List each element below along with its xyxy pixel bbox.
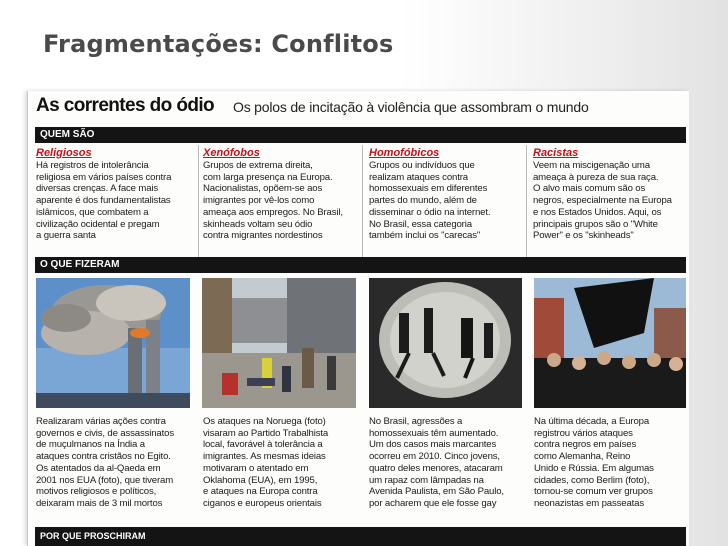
column-divider <box>362 145 363 259</box>
column-homofobicos <box>369 147 519 242</box>
article-subhead: Os polos de incitação à violência que assombram o mundo <box>233 99 589 115</box>
photo-towers-attack <box>36 278 190 408</box>
caption-religiosos: Realizaram várias ações contra governos e civis, de assassinatos de muçulmanos na Índia a ataques contra cristãos no Egito. Os atentados da al-Qaeda em 2001 nos EUA (foto), que tiveram motivos religiosos e políticos, deixaram mais de 3 mil mortos <box>36 416 174 509</box>
column-divider <box>526 145 527 259</box>
column-text: Veem na miscigenação uma ameaça à pureza de sua raça. O alvo mais comum são os negros, especialmente na Europa e nos Estados Unidos. Aqui, os principais grupos são o "White Power" e os "skinheads" <box>533 160 672 242</box>
column-title: Xenófobos <box>203 147 260 159</box>
section-bar-next <box>35 527 686 546</box>
slide-title: Fragmentações: Conflitos <box>43 30 394 58</box>
column-text: Grupos de extrema direita, com larga presença na Europa. Nacionalistas, opõem-se aos imigrantes por vê-los como ameaça aos empregos. No Brasil, skinheads voltam seu ódio contra migrantes nordestinos <box>203 160 343 242</box>
column-title: Religiosos <box>36 147 92 159</box>
photo-paulista-attack <box>369 278 522 408</box>
column-religiosos <box>36 147 186 242</box>
photo-berlin-march <box>534 278 686 408</box>
column-xenofobos <box>203 147 353 242</box>
section-bar-what: O QUE FIZERAM <box>35 257 686 273</box>
newspaper-clipping <box>27 91 689 546</box>
column-divider <box>198 145 199 259</box>
photo-norway-attack <box>202 278 356 408</box>
caption-xenofobos: Os ataques na Noruega (foto) visaram ao Partido Trabalhista local, favorável à tolerância a imigrantes. As mesmas ideias motivaram o atentado em Oklahoma (EUA), em 1995, e ataques na Europa contra ciganos e europeus orientais <box>203 416 329 509</box>
section-bar-who: QUEM SÃO <box>35 127 686 143</box>
column-text: Grupos ou indivíduos que realizam ataques contra homossexuais em diferentes partes do mundo, além de disseminar o ódio na internet. No Brasil, essa categoria também inclui os "carecas" <box>369 160 491 242</box>
column-title: Homofóbicos <box>369 147 440 159</box>
caption-racistas: Na última década, a Europa registrou vários ataques contra negros em países como Alemanha, Reino Unido e Rússia. Em algumas cidades, como Berlim (foto), tornou-se comum ver grupos neonazistas em passeatas <box>534 416 654 509</box>
column-title: Racistas <box>533 147 579 159</box>
article-headline: As correntes do ódio <box>36 95 215 116</box>
article-header <box>36 95 686 121</box>
column-racistas <box>533 147 683 242</box>
section-bar-next-label: POR QUE PROSCHIRAM <box>40 531 146 541</box>
column-text: Há registros de intolerância religiosa em vários países contra diversas crenças. A face mais aparente é dos fundamentalistas islâmicos, que combatem a civilização ocidental e pregam a guerra santa <box>36 160 172 242</box>
caption-homofobicos: No Brasil, agressões a homossexuais têm aumentado. Um dos casos mais marcantes ocorreu em 2010. Cinco jovens, quatro deles menores, atacaram um rapaz com lâmpadas na Avenida Paulista, em São Paulo, por acharem que ele fosse gay <box>369 416 504 509</box>
